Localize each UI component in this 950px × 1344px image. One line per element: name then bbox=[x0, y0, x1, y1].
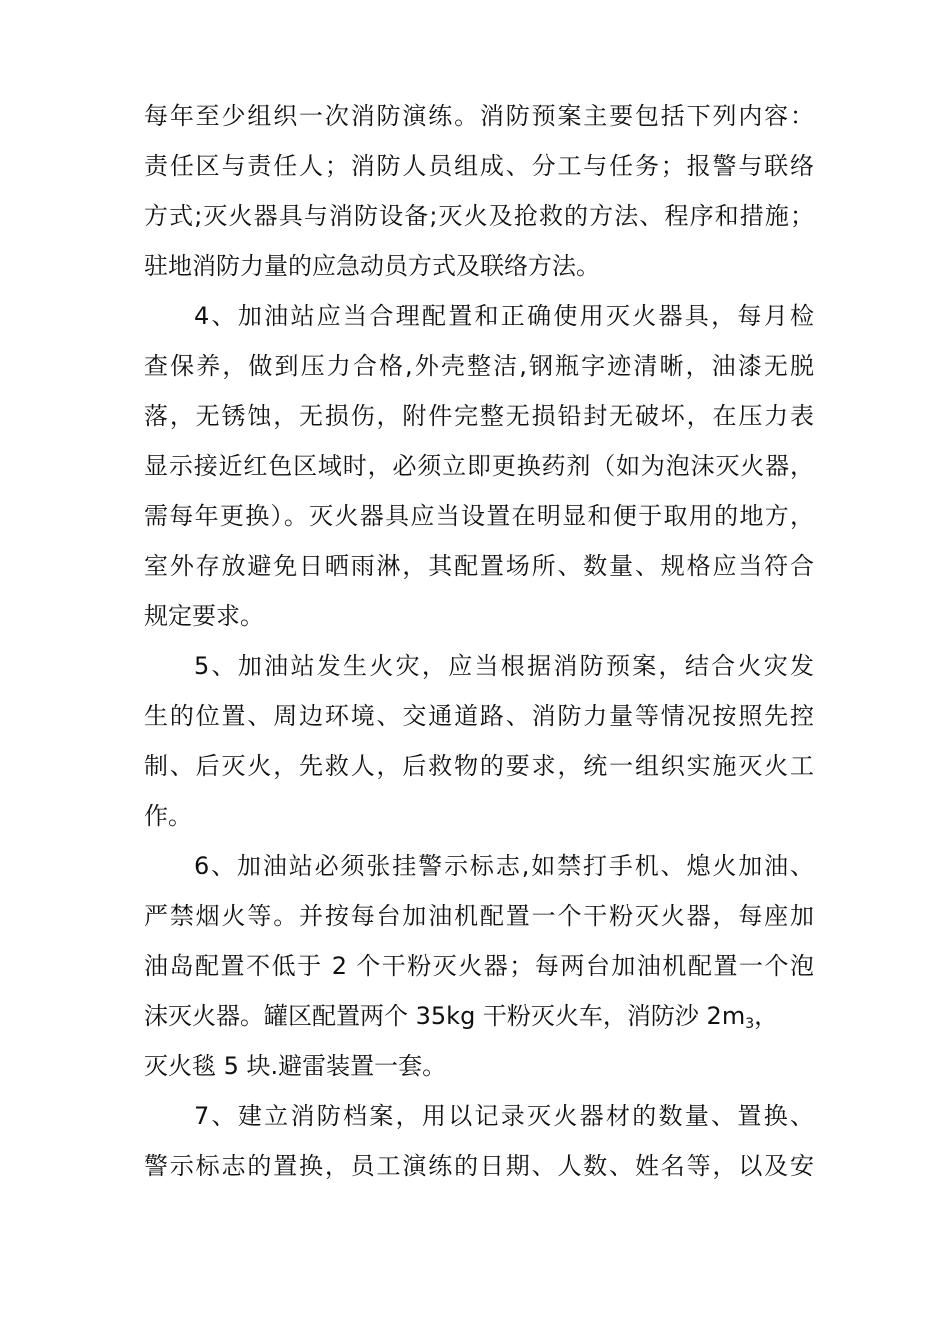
text-segment: ， bbox=[754, 1002, 779, 1030]
text-line: 室外存放避免日晒雨淋，其配置场所、数量、规格应当符合 bbox=[144, 552, 814, 580]
paragraph-first-line: 5、加油站发生火灾，应当根据消防预案，结合火灾发 bbox=[194, 652, 814, 680]
paragraph-first-line: 6、加油站必须张挂警示标志,如禁打手机、熄火加油、 bbox=[194, 852, 814, 880]
text-line: 制、后灭火，先救人，后救物的要求，统一组织实施灭火工 bbox=[144, 752, 814, 780]
text-segment: 沫灭火器。罐区配置两个 35kg 干粉灭火车，消防沙 2m bbox=[144, 1002, 746, 1030]
text-line bbox=[144, 991, 814, 1041]
text-line: 需每年更换）。灭火器具应当设置在明显和便于取用的地方， bbox=[144, 502, 814, 530]
text-line: 严禁烟火等。并按每台加油机配置一个干粉灭火器，每座加 bbox=[144, 902, 814, 930]
text-line: 油岛配置不低于 2 个干粉灭火器；每两台加油机配置一个泡 bbox=[144, 952, 814, 980]
text-line: 灭火毯 5 块.避雷装置一套。 bbox=[144, 1052, 447, 1080]
subscript-three: 3 bbox=[745, 1016, 755, 1032]
text-line: 查保养，做到压力合格,外壳整洁,钢瓶字迹清晰，油漆无脱 bbox=[144, 352, 814, 380]
text-line: 每年至少组织一次消防演练。消防预案主要包括下列内容： bbox=[144, 102, 814, 130]
paragraph-first-line: 7、建立消防档案，用以记录灭火器材的数量、置换、 bbox=[194, 1102, 814, 1130]
text-line: 落，无锈蚀，无损伤，附件完整无损铅封无破坏，在压力表 bbox=[144, 402, 814, 430]
text-line: 方式;灭火器具与消防设备;灭火及抢救的方法、程序和措施； bbox=[144, 202, 814, 230]
text-line: 驻地消防力量的应急动员方式及联络方法。 bbox=[144, 252, 600, 280]
text-line: 生的位置、周边环境、交通道路、消防力量等情况按照先控 bbox=[144, 702, 814, 730]
paragraph-first-line: 4、加油站应当合理配置和正确使用灭火器具，每月检 bbox=[194, 302, 814, 330]
text-line: 显示接近红色区域时，必须立即更换药剂（如为泡沫灭火器， bbox=[144, 452, 814, 480]
text-line: 责任区与责任人；消防人员组成、分工与任务；报警与联络 bbox=[144, 152, 814, 180]
text-line: 规定要求。 bbox=[144, 602, 264, 630]
text-line: 作。 bbox=[144, 802, 192, 830]
text-line: 警示标志的置换，员工演练的日期、人数、姓名等，以及安 bbox=[144, 1152, 814, 1180]
